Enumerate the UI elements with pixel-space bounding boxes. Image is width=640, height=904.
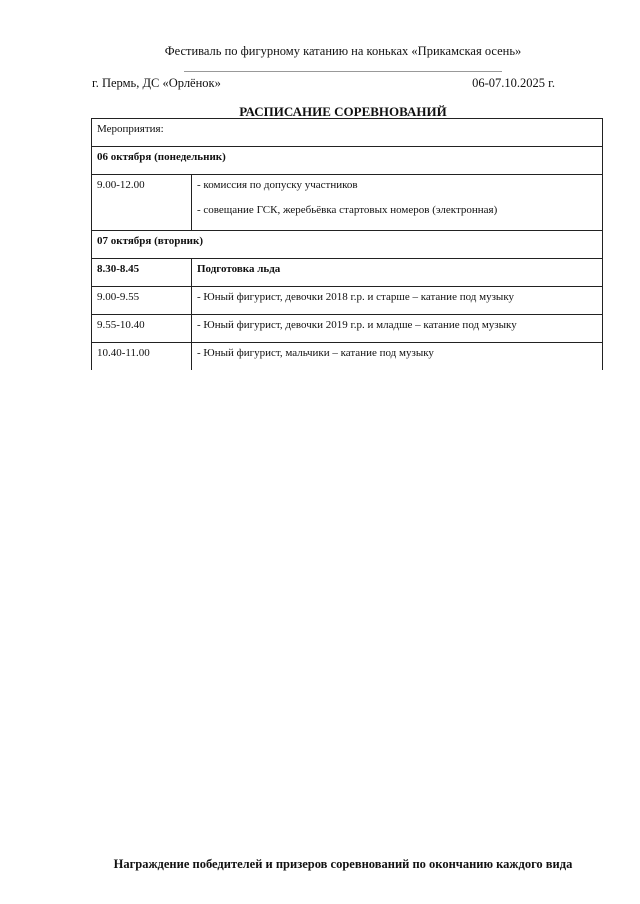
event-cell: - Юный фигурист, мальчики – катание под музыку [192, 343, 603, 371]
event-text: - комиссия по допуску участников [197, 179, 358, 191]
header-divider [184, 71, 502, 72]
schedule-table [91, 118, 603, 370]
time-cell: 9.00-12.00 [92, 175, 192, 231]
time-cell: 9.00-9.55 [92, 287, 192, 315]
day-row [92, 231, 603, 259]
event-cell: - Юный фигурист, девочки 2018 г.р. и старше – катание под музыку [192, 287, 603, 315]
time-cell: 8.30-8.45 [92, 259, 192, 287]
event-cell: - Юный фигурист, девочки 2019 г.р. и младше – катание под музыку [192, 315, 603, 343]
awards-footer: Награждение победителей и призеров соревнований по окончанию каждого вида [113, 857, 573, 871]
table-row [92, 315, 603, 343]
time-cell: 9.55-10.40 [92, 315, 192, 343]
event-text: - совещание ГСК, жеребьёвка стартовых номеров (электронная) [197, 204, 498, 216]
festival-title: Фестиваль по фигурному катанию на коньках «Прикамская осень» [164, 44, 522, 58]
table-row [92, 259, 603, 287]
day-label-oct-07: 07 октября (вторник) [92, 231, 603, 259]
event-dates: 06-07.10.2025 г. [472, 76, 555, 90]
schedule-title: РАСПИСАНИЕ СОРЕВНОВАНИЙ [239, 104, 447, 119]
event-cell [192, 175, 603, 231]
table-row [92, 343, 603, 371]
venue-city: г. Пермь, ДС «Орлёнок» [92, 76, 221, 90]
day-label-oct-06: 06 октября (понедельник) [92, 147, 603, 175]
table-header-row [92, 119, 603, 147]
table-header-cell: Мероприятия: [92, 119, 603, 147]
day-row [92, 147, 603, 175]
event-cell: Подготовка льда [192, 259, 603, 287]
table-row [92, 287, 603, 315]
table-row [92, 175, 603, 231]
time-cell: 10.40-11.00 [92, 343, 192, 371]
